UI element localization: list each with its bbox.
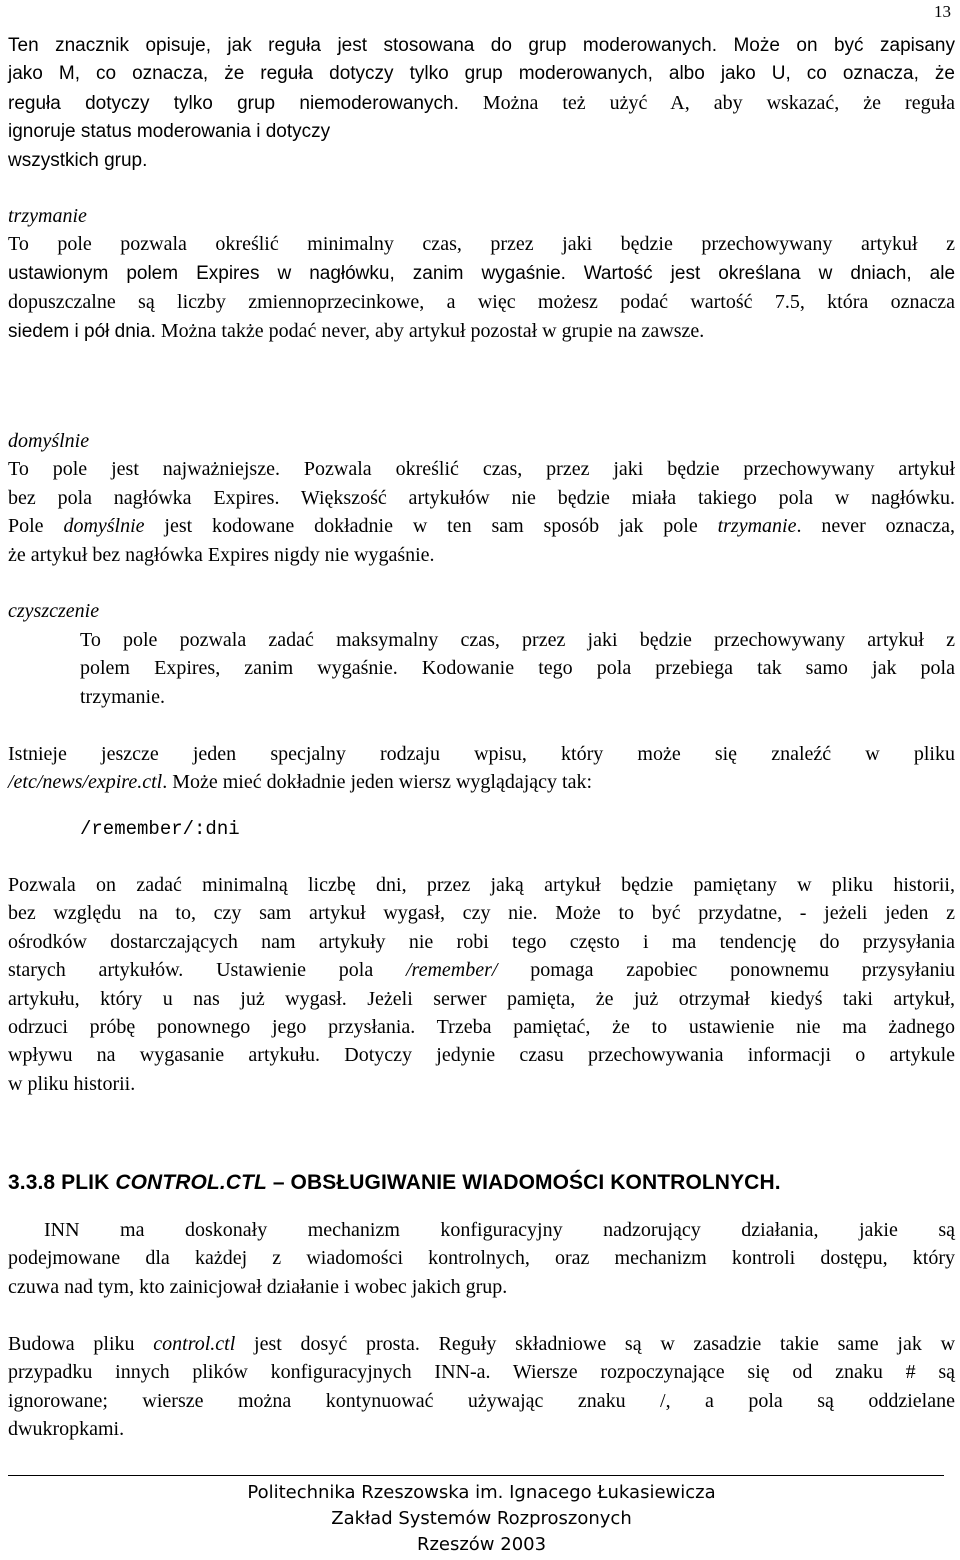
special-paragraph [8, 740, 955, 797]
domyslnie-line-3a: Pole [8, 515, 44, 538]
budowa-line-4: dwukropkami. [8, 1418, 125, 1441]
czyszczenie-line-2a: polem Expires, zanim wygaśnie. [80, 657, 398, 680]
remember-line-2a: bez względu na to, czy sam artykuł wygasł, czy nie. [8, 902, 538, 925]
remember-paragraph [8, 871, 955, 1098]
domyslnie-line-3c: jest kodowane dokładnie w ten sam sposób jak pole [164, 515, 698, 538]
remember-line-4b: Ustawienie pola [216, 959, 374, 982]
budowa-line-2a: przypadku innych plików konfiguracyjnych INN-a. [8, 1361, 491, 1384]
trzymanie-line-2a: ustawionym polem Expires w nagłówku, zanim wygaśnie. [8, 262, 566, 284]
budowa-line-2b: Wiersze rozpoczynające się od znaku # są [512, 1361, 955, 1384]
remember-line-1: Pozwala on zadać minimalną liczbę dni, przez jaką artykuł będzie pamiętany w pliku historii, [8, 874, 955, 896]
intro-line-3 [8, 89, 955, 118]
budowa-line-2 [8, 1358, 955, 1386]
footer-institution: Politechnika Rzeszowska im. Ignacego Łukasiewicza [247, 1482, 716, 1503]
footer-place-year: Rzeszów 2003 [416, 1534, 547, 1555]
remember-line-2b: Może to być przydatne, - jeżeli jeden z [555, 902, 955, 925]
remember-line-8: w pliku historii. [8, 1072, 136, 1095]
intro-line-3a: reguła dotyczy tylko grup niemoderowanych. [8, 92, 459, 114]
czyszczenie-line-2b: Kodowanie tego pola przebiega tak samo jak pola [421, 657, 955, 680]
section-number: 3.3.8 PLIK [8, 1171, 110, 1194]
budowa-filename: control.ctl [153, 1333, 236, 1355]
czyszczenie-section [8, 597, 955, 625]
domyslnie-line-4: że artykuł bez nagłówka Expires nigdy nie wygaśnie. [8, 543, 435, 566]
intro-paragraph [8, 32, 955, 175]
special-line-2 [8, 768, 955, 796]
czyszczenie-line-3: trzymanie. [80, 685, 165, 708]
trzymanie-line-2b: Wartość jest określana w dniach, ale [583, 262, 956, 284]
remember-line-6 [8, 1013, 955, 1041]
remember-line-5a: artykułu, który u nas już wygasł. [8, 987, 347, 1010]
remember-line-4c: /remember/ [405, 959, 498, 982]
inn-line-3: czuwa nad tym, kto zainicjował działanie i wobec jakich grup. [8, 1275, 508, 1298]
czyszczenie-line-2 [80, 654, 955, 682]
inn-line-2: podejmowane dla każdej z wiadomości kontrolnych, oraz mechanizm kontroli dostępu, który [8, 1247, 955, 1270]
domyslnie-line-3 [8, 512, 955, 540]
section-heading [8, 1171, 781, 1195]
section-title: – OBSŁUGIWANIE WIADOMOŚCI KONTROLNYCH. [272, 1171, 781, 1194]
intro-line-1: Ten znacznik opisuje, jak reguła jest stosowana do grup moderowanych. Może on być zapisany [8, 35, 955, 56]
trzymanie-term: trzymanie [8, 205, 87, 227]
special-path: /etc/news/expire.ctl [8, 771, 163, 794]
intro-line-4: ignoruje status moderowania i dotyczy [8, 121, 331, 143]
trzymanie-line-3: dopuszczalne są liczby zmiennoprzecinkowe, a więc możesz podać wartość 7.5, która oznacza [8, 291, 955, 314]
remember-line-5 [8, 985, 955, 1013]
domyslnie-line-3-term: domyślnie [63, 515, 145, 538]
trzymanie-line-4b: Można także podać never, aby artykuł pozostał w grupie na zawsze. [160, 319, 705, 342]
remember-line-7 [8, 1041, 955, 1069]
domyslnie-line-2 [8, 484, 955, 512]
domyslnie-section [8, 427, 955, 569]
inn-paragraph [8, 1216, 955, 1301]
special-line-2b: . Może mieć dokładnie jeden wiersz wyglądający tak: [162, 771, 593, 794]
domyslnie-line-3e: . never oznacza, [796, 515, 956, 538]
trzymanie-line-2 [8, 259, 955, 288]
intro-line-3b: Można też użyć A, aby wskazać, że reguła [482, 91, 956, 114]
inn-line-1: INN ma doskonały mechanizm konfiguracyjny nadzorujący działania, jakie są [44, 1219, 955, 1241]
czyszczenie-body [80, 626, 955, 711]
page-footer [8, 1480, 955, 1558]
domyslnie-line-2b: Większość artykułów nie będzie miała takiego pola w nagłówku. [300, 486, 955, 509]
intro-line-2: jako M, co oznacza, że reguła dotyczy tylko grup moderowanych, albo jako U, co oznacza, że [8, 63, 955, 85]
budowa-paragraph [8, 1330, 955, 1444]
trzymanie-line-1: To pole pozwala określić minimalny czas, przez jaki będzie przechowywany artykuł z [8, 233, 955, 256]
page-number: 13 [934, 2, 951, 21]
special-line-1: Istnieje jeszcze jeden specjalny rodzaju wpisu, który może się znaleźć w pliku [8, 743, 955, 765]
remember-line-3: ośrodków dostarczających nam artykuły nie robi tego często i ma tendencję do przysyłania [8, 930, 955, 953]
remember-line-4a: starych artykułów. [8, 959, 184, 982]
domyslnie-line-1a: To pole jest najważniejsze. [8, 458, 280, 481]
trzymanie-line-4a: siedem i pół dnia. [8, 320, 156, 342]
remember-line-4 [8, 956, 955, 984]
budowa-line-3: ignorowane; wiersze można kontynuować używając znaku /, a pola są oddzielane [8, 1389, 955, 1412]
domyslnie-term: domyślnie [8, 430, 90, 452]
section-file: CONTROL.CTL [115, 1171, 267, 1194]
czyszczenie-term: czyszczenie [8, 600, 100, 622]
remember-line-2 [8, 899, 955, 927]
domyslnie-line-2a: bez pola nagłówka Expires. [8, 486, 280, 509]
remember-line-4d: pomaga zapobiec ponownemu przysyłaniu [530, 959, 955, 982]
remember-line-6b: Trzeba pamiętać, że to ustawienie nie ma żadnego [436, 1016, 955, 1039]
code-sample: /remember/:dni [80, 818, 240, 840]
footer-divider [8, 1475, 944, 1476]
czyszczenie-line-1: To pole pozwala zadać maksymalny czas, przez jaki będzie przechowywany artykuł z [80, 629, 955, 651]
budowa-line-1a: Budowa pliku [8, 1333, 135, 1355]
intro-line-5: wszystkich grup. [8, 149, 148, 171]
domyslnie-line-1b: Pozwala określić czas, przez jaki będzie przechowywany artykuł [303, 458, 956, 481]
remember-line-6a: odrzuci próbę ponownego jego przysłania. [8, 1016, 416, 1039]
budowa-line-1d: Reguły składniowe są w zasadzie takie same jak w [438, 1333, 956, 1355]
domyslnie-line-3-term2: trzymanie [717, 515, 797, 538]
trzymanie-section [8, 202, 955, 346]
budowa-line-1c: jest dosyć prosta. [254, 1333, 420, 1355]
budowa-line-1 [8, 1330, 955, 1358]
document-page [8, 0, 955, 1560]
remember-line-7a: wpływu na wygasanie artykułu. [8, 1044, 321, 1067]
domyslnie-line-1 [8, 455, 955, 483]
footer-department: Zakład Systemów Rozproszonych [331, 1508, 632, 1529]
remember-line-5b: Jeżeli serwer pamięta, że już otrzymał kiedyś taki artykuł, [367, 987, 955, 1010]
remember-line-7b: Dotyczy jedynie czasu przechowywania informacji o artykule [344, 1044, 955, 1067]
trzymanie-line-4 [8, 317, 955, 346]
